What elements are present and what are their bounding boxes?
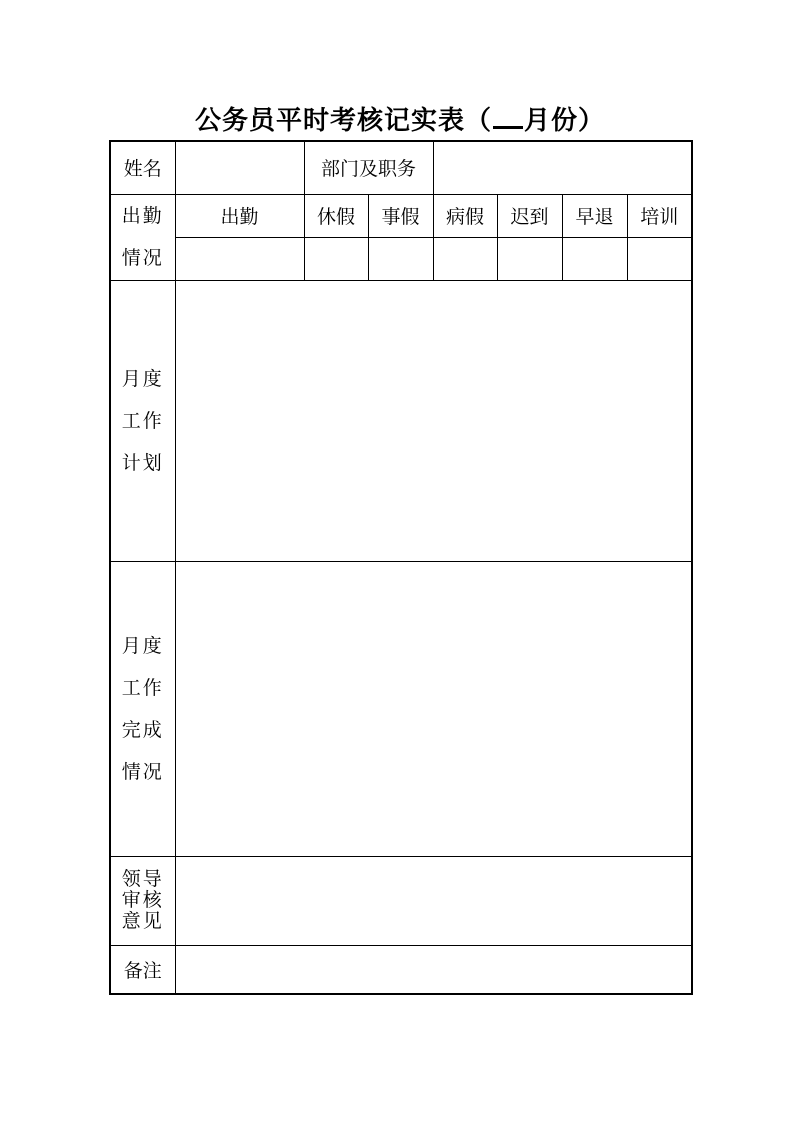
value-attendance[interactable] — [175, 237, 304, 280]
leader-review-row — [110, 856, 692, 945]
value-late[interactable] — [497, 237, 562, 280]
remarks-content[interactable] — [175, 945, 692, 994]
leader-review-label — [110, 856, 175, 945]
col-header-early-leave: 早退 — [562, 194, 627, 237]
monthly-completion-label-line: 工作 — [121, 676, 164, 699]
leader-review-label-line: 审核 — [121, 889, 164, 911]
remarks-row — [110, 945, 692, 994]
col-header-vacation: 休假 — [304, 194, 368, 237]
name-row — [110, 141, 692, 194]
value-sick-leave[interactable] — [433, 237, 497, 280]
monthly-plan-label — [110, 280, 175, 561]
dept-value-cell[interactable] — [433, 141, 692, 194]
monthly-plan-label-line: 月度 — [121, 367, 164, 390]
monthly-completion-label-line: 月度 — [121, 634, 164, 657]
name-value-cell[interactable] — [175, 141, 304, 194]
title-suffix: 月份） — [524, 106, 606, 136]
attendance-header-row — [110, 194, 692, 237]
monthly-completion-content[interactable] — [175, 561, 692, 856]
leader-review-label-line: 领导 — [121, 868, 164, 890]
attendance-label-line1: 出勤 — [121, 205, 164, 227]
title-prefix: 公务员平时考核记实表（ — [194, 106, 492, 136]
attendance-values-row — [110, 237, 692, 280]
value-personal-leave[interactable] — [368, 237, 433, 280]
name-label: 姓名 — [110, 141, 175, 194]
monthly-plan-label-line: 工作 — [121, 409, 164, 432]
leader-review-content[interactable] — [175, 856, 692, 945]
col-header-attendance: 出勤 — [175, 194, 304, 237]
month-blank[interactable] — [493, 98, 523, 129]
monthly-plan-row — [110, 280, 692, 561]
leader-review-label-line: 意见 — [121, 910, 164, 932]
remarks-label: 备注 — [110, 945, 175, 994]
value-vacation[interactable] — [304, 237, 368, 280]
monthly-completion-label-line: 完成 — [121, 718, 164, 741]
monthly-completion-label — [110, 561, 175, 856]
col-header-personal-leave: 事假 — [368, 194, 433, 237]
assessment-form-table — [109, 140, 693, 995]
page-title — [0, 98, 800, 141]
attendance-label-line2: 情况 — [121, 247, 164, 269]
col-header-late: 迟到 — [497, 194, 562, 237]
col-header-sick-leave: 病假 — [433, 194, 497, 237]
monthly-plan-label-line: 计划 — [121, 451, 164, 474]
col-header-training: 培训 — [627, 194, 692, 237]
dept-label: 部门及职务 — [304, 141, 433, 194]
monthly-plan-content[interactable] — [175, 280, 692, 561]
value-training[interactable] — [627, 237, 692, 280]
value-early-leave[interactable] — [562, 237, 627, 280]
monthly-completion-row — [110, 561, 692, 856]
attendance-row-label — [110, 194, 175, 280]
monthly-completion-label-line: 情况 — [121, 760, 164, 783]
